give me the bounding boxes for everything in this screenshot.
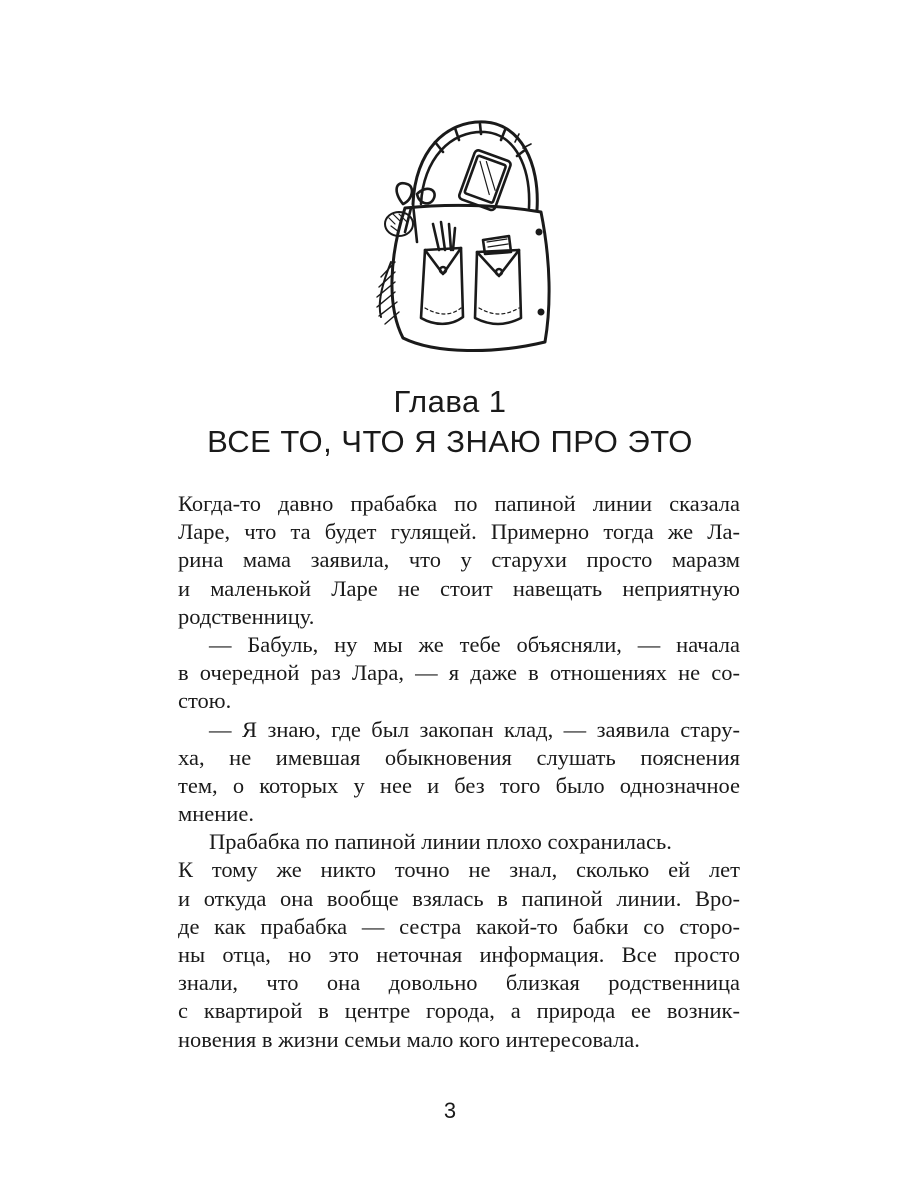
text-line: мнение. bbox=[178, 801, 254, 827]
chapter-number: Глава 1 bbox=[393, 384, 507, 419]
text-line: де как прабабка — сестра какой-то бабки со сторо- bbox=[178, 913, 740, 939]
text-line: К тому же никто точно не знал, сколько ей лет bbox=[178, 857, 740, 883]
text-line: новения в жизни семьи мало кого интересовала. bbox=[178, 1026, 640, 1052]
text-line: — Бабуль, ну мы же тебе объясняли, — начала bbox=[209, 631, 740, 657]
text-line: стою. bbox=[178, 688, 232, 714]
text-line: рина мама заявила, что у старухи просто маразм bbox=[178, 547, 740, 573]
text-line: Ларе, что та будет гулящей. Примерно тогда же Ла- bbox=[178, 519, 740, 545]
text-line: знали, что она довольно близкая родственница bbox=[178, 970, 740, 996]
text-line: Прабабка по папиной линии плохо сохранилась. bbox=[209, 829, 672, 855]
text-line: родственницу. bbox=[178, 603, 315, 629]
text-line: ны отца, но это неточная информация. Все просто bbox=[178, 942, 740, 967]
text-line: Когда-то давно прабабка по папиной линии сказала bbox=[178, 491, 740, 516]
chapter-body-text bbox=[178, 490, 740, 1054]
text-line: с квартирой в центре города, а природа ее возник- bbox=[178, 998, 740, 1024]
page-number: 3 bbox=[443, 1098, 457, 1123]
text-line: и маленькой Ларе не стоит навещать неприятную bbox=[178, 575, 740, 601]
text-line: в очередной раз Лара, — я даже в отношениях не со- bbox=[178, 660, 740, 686]
text-line: тем, о которых у нее и без того было однозначное bbox=[178, 772, 740, 798]
text-line: — Я знаю, где был закопан клад, — заявила стару- bbox=[209, 716, 740, 742]
text-line: ха, не имевшая обыкновения слушать пояснения bbox=[178, 744, 740, 770]
chapter-title: ВСЕ ТО, ЧТО Я ЗНАЮ ПРО ЭТО bbox=[207, 424, 693, 459]
handbag-illustration bbox=[355, 112, 565, 362]
text-line: и откуда она вообще взялась в папиной линии. Вро- bbox=[178, 885, 740, 911]
